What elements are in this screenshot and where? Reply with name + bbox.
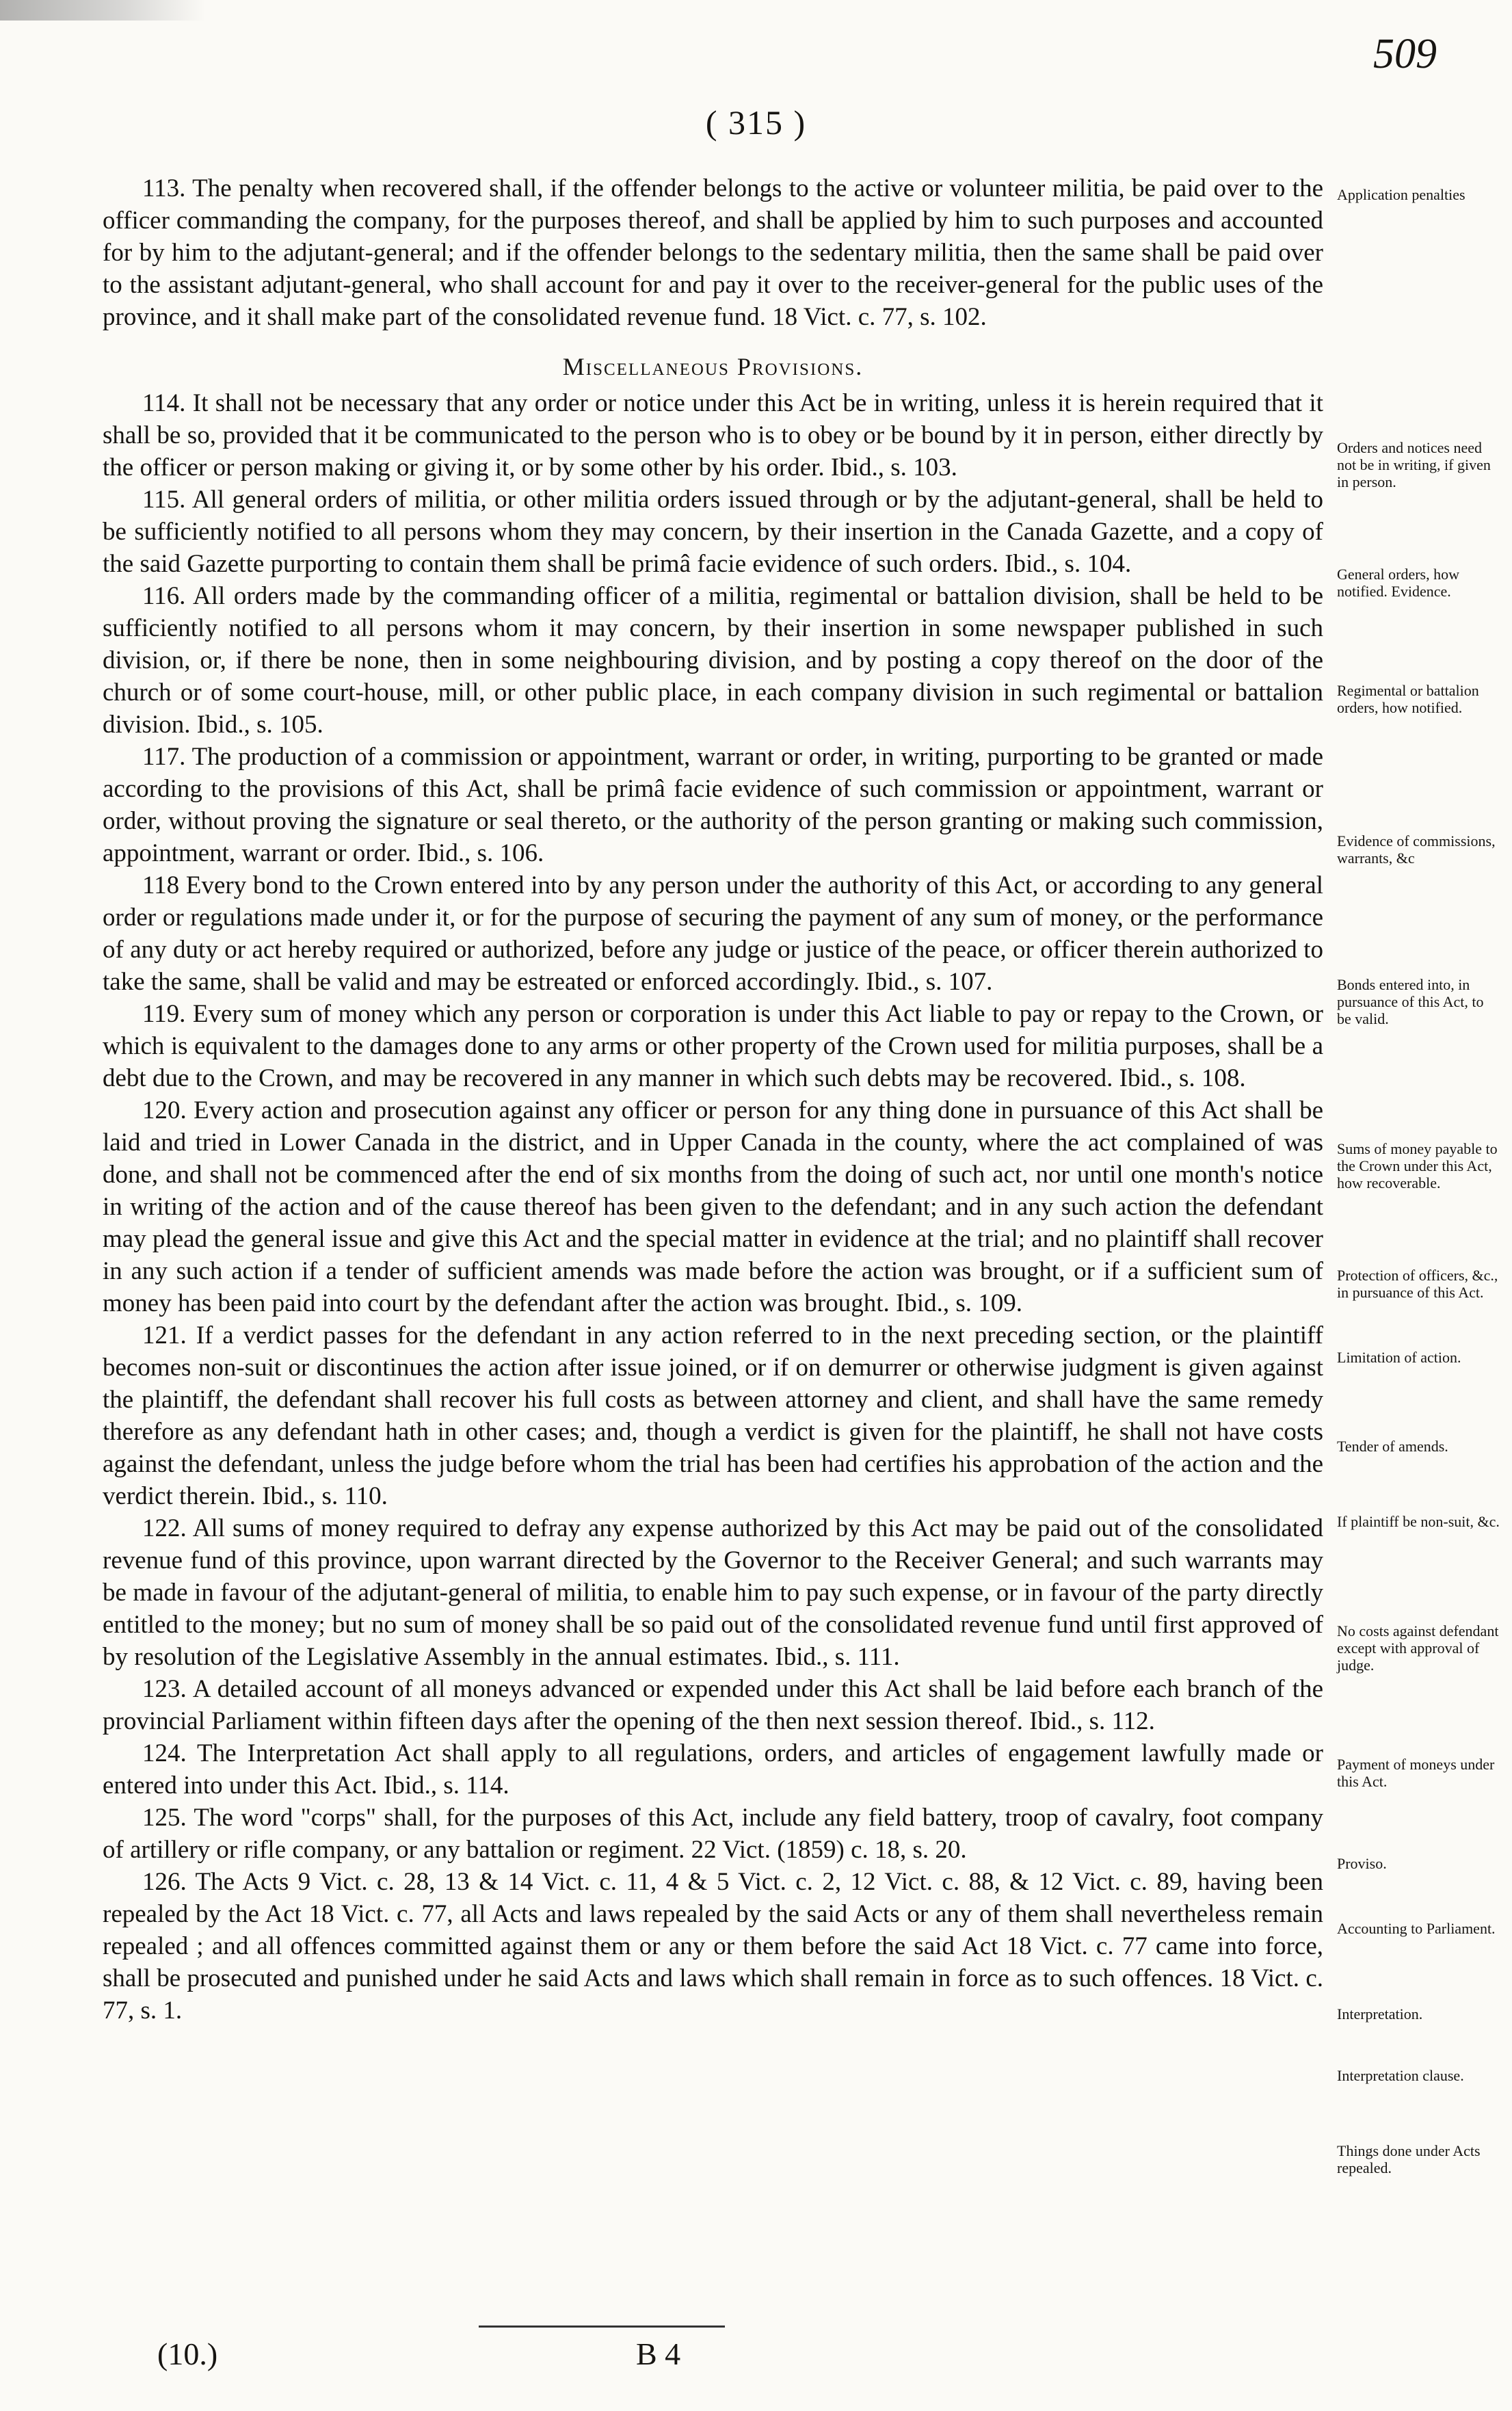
folio-number: 509 (1373, 31, 1437, 77)
section-124: 124. The Interpretation Act shall apply to all regulations, orders, and articles of engagement lawfully made or entered into under this Act. Ibid., s. 114. (103, 1739, 1323, 1800)
footer-number: (10.) (157, 2336, 218, 2371)
marginal-note: If plaintiff be non-suit, &c. (1337, 1513, 1500, 1530)
section-119: 119. Every sum of money which any person or corporation is under this Act liable to pay or repay to the Crown, or which is equivalent to the damages done to any arms or other property of the Crown used for militia purposes, shall be a debt due to the Crown, and may be recovered in any manner in which such debts may be recovered. Ibid., s. 108. (103, 1000, 1323, 1092)
section-heading: Miscellaneous Provisions. (562, 353, 864, 380)
section-118: 118 Every bond to the Crown entered into by any person under the authority of this Act, or according to any general order or regulations made under it, or for the purpose of securing the payment of any sum of money, or the performance of any duty or act hereby required or authorized, before any judge or justice of the peace, or officer therein authorized to take the same, shall be valid and may be estreated or enforced accordingly. Ibid., s. 107. (103, 871, 1323, 996)
marginal-note: Orders and notices need not be in writing, if given in person. (1337, 439, 1491, 490)
marginal-note: Regimental or battalion orders, how notified. (1337, 682, 1479, 716)
marginal-note: Bonds entered into, in pursuance of this Act, to be valid. (1337, 976, 1484, 1027)
marginal-note: Sums of money payable to the Crown under this Act, how recoverable. (1337, 1140, 1498, 1191)
section-126: 126. The Acts 9 Vict. c. 28, 13 & 14 Vict. c. 11, 4 & 5 Vict. c. 2, 12 Vict. c. 88, & 12 Vict. c. 89, having been repealed by the Act 18 Vict. c. 77, all Acts and laws repealed by the said Acts or any of them shall nevertheless remain repealed ; and all offences committed against them or any or them before the said Act 18 Vict. c. 77 came into force, shall be prosecuted and punished under he said Acts and laws which shall remain in force as to such offences. 18 Vict. c. 77, s. 1. (103, 1868, 1323, 2025)
scan-smudge (0, 0, 205, 21)
section-120: 120. Every action and prosecution against any officer or person for any thing done in pursuance of this Act shall be laid and tried in Lower Canada in the district, and in Upper Canada in the county, where the act complained of was done, and shall not be commenced after the end of six months from the doing of such act, nor until one month's notice in writing of the action and of the cause thereof has been given to the defendant; and in any such action the defendant may plead the general issue and give this Act and the special matter in evidence at the trial; and no plaintiff shall recover in any such action if a tender of sufficient amends was made before the action was brought, or if a sufficient sum of money has been paid into court by the defendant after the action was brought. Ibid., s. 109. (103, 1096, 1323, 1317)
section-115: 115. All general orders of militia, or other militia orders issued through or by the adjutant-general, shall be held to be sufficiently notified to all persons whom they may concern, by their insertion in the Canada Gazette, and a copy of the said Gazette purporting to contain them shall be primâ facie evidence of such orders. Ibid., s. 104. (103, 486, 1323, 578)
marginal-note: No costs against defendant except with approval of judge. (1337, 1622, 1499, 1674)
section-117: 117. The production of a commission or appointment, warrant or order, in writing, purporting to be granted or made according to the provisions of this Act, shall be primâ facie evidence of such commission or appointment, warrant or order, without proving the signature or seal thereto, or the authority of the person granting or making such commission, appointment, warrant or order. Ibid., s. 106. (103, 743, 1323, 867)
marginal-note: Accounting to Parliament. (1337, 1920, 1496, 1937)
marginal-note: Application penalties (1337, 186, 1465, 203)
footer-rule (479, 2326, 725, 2328)
section-121: 121. If a verdict passes for the defendant in any action referred to in the next preceding section, or the plaintiff becomes non-suit or discontinues the action after issue joined, or if on demurrer or otherwise judgment is given against the plaintiff, the defendant shall recover his full costs as between attorney and client, and shall have the same remedy therefore as any defendant hath in other cases; and, though a verdict is given for the plaintiff, he shall not have costs against the defendant, unless the judge before whom the trial has been had certifies his approbation of the action and the verdict therein. Ibid., s. 110. (103, 1321, 1323, 1510)
marginal-note: Evidence of commissions, warrants, &c (1337, 832, 1496, 867)
marginal-note: Proviso. (1337, 1855, 1387, 1872)
marginal-note: Things done under Acts repealed. (1337, 2142, 1481, 2176)
section-114: 114. It shall not be necessary that any order or notice under this Act be in writing, unless it is herein required that it shall be so, provided that it be communicated to the person who is to obey or be bound by it in person, either directly by the officer or person making or giving it, or by some other by his order. Ibid., s. 103. (103, 389, 1323, 482)
section-123: 123. A detailed account of all moneys advanced or expended under this Act shall be laid before each branch of the provincial Parliament within fifteen days after the opening of the then next session thereof. Ibid., s. 112. (103, 1675, 1323, 1735)
section-116: 116. All orders made by the commanding officer of a militia, regimental or battalion division, shall be held to be sufficiently notified to all persons whom it may concern, by their insertion in some newspaper published in such division, or, if there be none, then in some neighbouring division, and by posting a copy thereof on the door of the church or of some court-house, mill, or other public place, in each company division in such regimental or battalion division. Ibid., s. 105. (103, 582, 1323, 739)
marginal-note: Tender of amends. (1337, 1438, 1448, 1455)
main-text (103, 172, 1323, 2027)
section-122: 122. All sums of money required to defray any expense authorized by this Act may be paid out of the consolidated revenue fund of this province, upon warrant directed by the Governor to the Receiver General; and such warrants may be made in favour of the adjutant-general of militia, to enable him to pay such expense, or in favour of the party directly entitled to the money; but no sum of money shall be so paid out of the consolidated revenue fund until first approved of by resolution of the Legislative Assembly in the annual estimates. Ibid., s. 111. (103, 1514, 1323, 1671)
section-125: 125. The word "corps" shall, for the purposes of this Act, include any field battery, troop of cavalry, foot company of artillery or rifle company, or any battalion or regiment. 22 Vict. (1859) c. 18, s. 20. (103, 1804, 1323, 1864)
section-113: 113. The penalty when recovered shall, if the offender belongs to the active or volunteer militia, be paid over to the officer commanding the company, for the purposes thereof, and shall be applied by him to such purposes and accounted for by him to the adjutant-general; and if the offender belongs to the sedentary militia, then the same shall be paid over to the assistant adjutant-general, who shall account for and pay it over to the receiver-general for the public uses of the province, and it shall make part of the consolidated revenue fund. 18 Vict. c. 77, s. 102. (103, 174, 1323, 331)
marginal-note: Interpretation. (1337, 2005, 1423, 2023)
marginal-note: General orders, how notified. Evidence. (1337, 566, 1459, 600)
marginal-note: Interpretation clause. (1337, 2067, 1464, 2084)
marginal-note: Payment of moneys under this Act. (1337, 1756, 1495, 1790)
marginal-note: Limitation of action. (1337, 1349, 1461, 1366)
marginal-note: Protection of officers, &c., in pursuance of this Act. (1337, 1267, 1498, 1301)
page-number: ( 315 ) (705, 103, 807, 142)
signature-mark: B 4 (636, 2336, 681, 2371)
